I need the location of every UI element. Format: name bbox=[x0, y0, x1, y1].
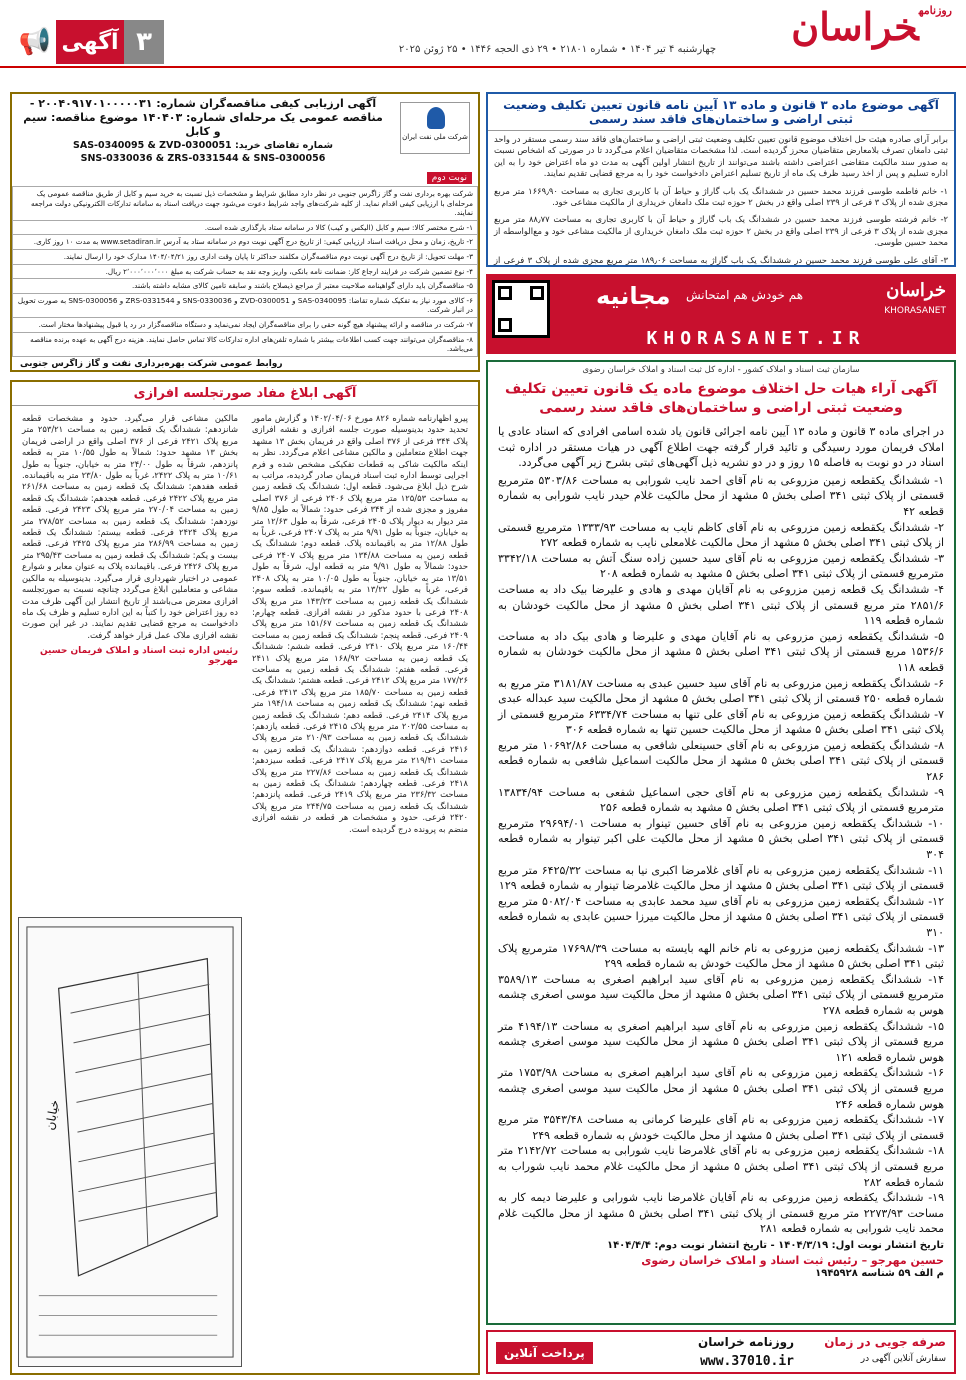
notice-item: ۶- ششدانگ یکقطعه زمین مزروعی به نام آقای سید حسین عبدی به مساحت ۳۱۸۱/۸۷ متر مربع به شماره قطعه ۲۵۰ قسمتی از پلاک ثبتی ۳۴۱ اصلی بخش ۵ مشهد از محل مالکیت سید عبداله عبدی bbox=[498, 676, 945, 706]
tender-row: ۳- مهلت تحویل: از تاریخ درج آگهی نوبت دوم مناقصه‌گران مکلفند حداکثر تا پایان وقت اداری روز ۱۴۰۴/۰۴/۲۱ مدارک خود را ارسال نمایند. bbox=[13, 249, 478, 264]
banner-brand: خراسان bbox=[886, 280, 946, 301]
tender-row: ۴- نوع تضمین شرکت در فرایند ارجاع کار: ضمانت نامه بانکی، واریز وجه نقد به حساب شرکت به مبلغ ۲٬۰۰۰٬۰۰۰٬۰۰۰ ریال. bbox=[13, 264, 478, 279]
page-number: ۳ bbox=[124, 20, 164, 64]
notice-item: ۱- خانم فاطمه طوسی فرزند محمد حسین در ششدانگ یک باب گاراژ و حیاط آن با کاربری تجاری به مساحت ۱۶۶۹٫۹۰ متر مربع مجزی شده از پلاک ۳ فرعی از ۲۳۹ اصلی واقع در بخش ۲ حوزه ثبت ملک دامغان خریداری از مالکیت مشاعی خود. bbox=[494, 185, 948, 208]
partition-col-right bbox=[246, 410, 474, 1370]
notice-item: ۴- ششدانگ یک قطعه زمین مزروعی به نام آقایان مهدی و هادی و علیرضا بیک داد به مساحت ۲۸۵۱/۶ متر مربع قسمتی از پلاک ثبتی ۳۴۱ اصلی بخش ۵ مشهد از محل مالکیت خودشان به شماره قطعه ۱۱۹ bbox=[498, 582, 944, 628]
notice-item: ۱۳- ششدانگ یکقطعه زمین مزروعی به نام خانم الهه بایسته به مساحت ۱۷۶۹۸/۳۹ مترمربع پلاک ثبتی ۳۴۱ اصلی بخش ۵ مشهد از محل مالکیت خودش به شماره قطعه ۲۹۹ bbox=[498, 941, 944, 971]
notice-item: ۹- ششدانگ یکقطعه زمین مزروعی به نام آقای حجی اسماعیل شفعی به مساحت ۱۳۸۳۴/۹۴ مترمربع قسمتی از پلاک ثبتی ۳۴۱ اصلی بخش ۵ مشهد به شماره قطعه ۲۵۶ bbox=[498, 785, 944, 815]
tender-req: شماره تقاضای خرید: SAS-0340095 & ZVD-0300051 bbox=[73, 140, 333, 151]
banner-free: مجانیه bbox=[596, 282, 671, 310]
banner-brand-en: KHORASANET bbox=[884, 306, 946, 316]
notice-item: ۱۲- ششدانگ یکقطعه زمین مزروعی به نام آقای سید محمد عابدی به مساحت ۵۰۸۲/۰۴ متر مربع قسمتی از پلاک ثبتی ۳۴۱ اصلی بخش ۵ مشهد از محل مالکیت میرزا حسین عابدی به شماره قطعه ۳۱۰ bbox=[498, 894, 944, 939]
notice-item: ۱۹- ششدانگ یکقطعه زمین مزروعی به نام آقایان غلامرضا نایب شورابی و علیرضا دیمه کار به مساحت ۲۲۷۳/۹۳ متر مربع قسمتی از پلاک ثبتی ۳۴۱ اصلی بخش ۵ مشهد از محل مالکیت غلام محمد نایب شورابی به شماره قطعه ۲۸۱ bbox=[498, 1191, 945, 1236]
tender-table bbox=[12, 186, 478, 357]
notice-items bbox=[488, 473, 954, 1237]
logo-badge: روزنامه bbox=[918, 4, 952, 17]
tender-row: ۷- شرکت در مناقصه و ارائه پیشنهاد هیچ گونه حقی را برای مناقصه‌گران ایجاد نمی‌نماید و دستگاه مناقصه‌گزار در رد یا قبول پیشنهادها مختار است. bbox=[13, 317, 478, 332]
notice-item: ۱- ششدانگ یکقطعه زمین مزروعی به نام آقای احمد نایب شورابی به مساحت ۵۳۰۳/۸۶ مترمربع قسمتی از پلاک ثبتی ۳۴۱ اصلی بخش ۵ مشهد از محل مالکیت غلام حیدر نایب شورابی به شماره قطعه ۴۲ bbox=[498, 473, 945, 518]
partition-text: مالکین مشاعی قرار می‌گیرد. حدود و مشخصات قطعه شانزدهم: ششدانگ یک قطعه زمین به مساحت ۲۵۳/۲۱ متر مربع پلاک ۲۴۲۱ فرعی از ۳۷۶ اصلی واقع در اراضی فریمان بخش ۱۳ مشهد حدود: شمالاً به طول ۱۰/۵۵ متر به قطعه پانزدهم، شرقاً به طول ۲۴/۰۰ متر به خیابان، جنوباً به طول ۱۰/۶۱ متر به پلاک ۲۴۲۲، غرباً به طول ۲۳/۸۰ متر به باقیمانده. قطعه هفدهم: ششدانگ یک قطعه زمین به مساحت ۲۶۱/۶۸ متر مربع پلاک ۲۴۲۲ فرعی. قطعه هجدهم: ششدانگ یک قطعه زمین به مساحت ۲۷۰/۰۴ متر مربع پلاک ۲۴۲۳ فرعی. قطعه نوزدهم: ششدانگ یک قطعه زمین به مساحت ۲۷۸/۵۲ متر مربع پلاک ۲۴۲۴ فرعی. قطعه بیستم: ششدانگ یک قطعه زمین به مساحت ۲۸۶/۹۹ متر مربع پلاک ۲۴۲۵ فرعی. قطعه بیست و یکم: ششدانگ یک قطعه زمین به مساحت ۲۹۵/۴۳ متر مربع پلاک ۲۴۲۶ فرعی. باقیمانده پلاک به عنوان معابر و شوارع عمومی در اختیار شهرداری قرار می‌گیرد. بدینوسیله به مالکین مشاعی و متعاملین ابلاغ می‌گردد چنانچه نسبت به صورتجلسه افرازی معترض می‌باشند از تاریخ انتشار این آگهی ظرف مدت ده روز اعتراض خود را کتباً به این اداره تسلیم و ظرف یک ماه دادخواست به مرجع قضایی تقدیم نمایند. در غیر این صورت نقشه افرازی ملاک عمل قرار خواهد گرفت. bbox=[22, 413, 239, 640]
tender-notice bbox=[10, 92, 480, 372]
ad-line2: سفارش آنلاین آگهی در bbox=[860, 1354, 946, 1364]
notice-item: ۱۱- ششدانگ یکقطعه زمین مزروعی به نام آقای غلامرضا اکبری نیا به مساحت ۶۴۲۵/۳۲ متر مربع قسمتی از پلاک ثبتی ۳۴۱ اصلی بخش ۵ مشهد از محل مالکیت غلامرضا تینوار به شماره قطعه ۱۲۹ bbox=[498, 863, 944, 893]
notice-item: ۷- ششدانگ یکقطعه زمین مزروعی به نام آقای علی تنها به مساحت ۶۳۳۴/۷۴ مترمربع قسمتی از پلاک ثبتی ۳۴۱ اصلی بخش ۵ مشهد از محل مالکیت حسین تنها به شماره قطعه ۳۰۶ bbox=[498, 707, 945, 737]
tender-footer: روابط عمومی شرکت بهره‌برداری نفت و گاز زاگرس جنوبی bbox=[20, 358, 283, 369]
tender-req2: SNS-0330036 & ZRS-0331544 & SNS-0300056 bbox=[80, 153, 326, 164]
notice-signature: حسین مهرجو – رئیس ثبت اسناد و املاک خراسان رضوی bbox=[641, 1253, 944, 1267]
notice-title: آگهی آراء هیات حل اختلاف موضوع ماده یک قانون تعیین تکلیف وضعیت ثبتی اراضی و ساختمان‌های فاقد سند رسمی bbox=[504, 381, 938, 416]
notice-item: ۱۸- ششدانگ یکقطعه زمین مزروعی به نام آقای غلامرضا نایب شورابی به مساحت ۲۱۴۲/۷۲ متر مربع قسمتی از پلاک ثبتی ۳۴۱ اصلی بخش ۵ مشهد از محل مالکیت غلام محمد نایب شوراب به شماره قطعه ۲۸۲ bbox=[498, 1144, 945, 1189]
banner-slogan: هم خودش هم امتحانش bbox=[686, 288, 804, 302]
partition-text: پیرو اظهارنامه شماره ۸۲۶ مورخ ۱۴۰۲/۰۴/۰۶ و گزارش مامور تحدید حدود بدینوسیله صورت جلسه افرازی و نقشه افرازی پلاک ۳۴۴ فرعی از ۳۷۶ اصلی واقع در فریمان بخش ۱۳ مشهد جهت اطلاع متعاملین و مالکین مشاعی اعلام می‌گردد. نظر به اینکه مالکیت شاکی به قطعات تفکیکی مشخص شده و فرم اجرایی توسط اداره ثبت اسناد فریمان صادر گردیده، مراتب به شرح ذیل ابلاغ می‌شود. قطعه اول: ششدانگ یک قطعه زمین به مساحت ۱۲۵/۵۳ متر مربع پلاک ۲۴۰۶ فرعی از ۳۷۶ اصلی مفروز و مجزی شده از ۳۴۴ فرعی حدود: شمالاً به طول ۹/۸۵ متر دیوار به دیوار پلاک ۲۴۰۵ فرعی، شرقاً به طول ۱۲/۶۳ متر به خیابان، جنوباً به طول ۹/۹۱ متر به پلاک ۲۴۰۷ فرعی، غرباً به طول ۱۲/۸۸ متر به باقیمانده پلاک. قطعه دوم: ششدانگ یک قطعه زمین به مساحت ۱۳۴/۸۸ متر مربع پلاک ۲۴۰۷ فرعی حدود: شمالاً به طول ۹/۹۱ متر به قطعه اول، شرقاً به طول ۱۳/۵۱ متر به خیابان، جنوباً به طول ۱۰/۰۵ متر به پلاک ۲۴۰۸ فرعی، غرباً به طول ۱۳/۲۲ متر به باقیمانده. قطعه سوم: ششدانگ یک قطعه زمین به مساحت ۱۴۳/۲۳ متر مربع پلاک ۲۴۰۸ فرعی با حدود مذکور در نقشه افرازی. قطعه چهارم: ششدانگ یک قطعه زمین به مساحت ۱۵۱/۶۷ متر مربع پلاک ۲۴۰۹ فرعی. قطعه پنجم: ششدانگ یک قطعه زمین به مساحت ۱۶۰/۴۴ متر مربع پلاک ۲۴۱۰ فرعی. قطعه ششم: ششدانگ یک قطعه زمین به مساحت ۱۶۸/۹۲ متر مربع پلاک ۲۴۱۱ فرعی. قطعه هفتم: ششدانگ یک قطعه زمین به مساحت ۱۷۷/۲۶ متر مربع پلاک ۲۴۱۲ فرعی. قطعه هشتم: ششدانگ یک قطعه زمین به مساحت ۱۸۵/۷۰ متر مربع پلاک ۲۴۱۳ فرعی. قطعه نهم: ششدانگ یک قطعه زمین به مساحت ۱۹۴/۱۸ متر مربع پلاک ۲۴۱۴ فرعی. قطعه دهم: ششدانگ یک قطعه زمین به مساحت ۲۰۲/۵۵ متر مربع پلاک ۲۴۱۵ فرعی. قطعه یازدهم: ششدانگ یک قطعه زمین به مساحت ۲۱۰/۹۳ متر مربع پلاک ۲۴۱۶ فرعی. قطعه دوازدهم: ششدانگ یک قطعه زمین به مساحت ۲۱۹/۴۱ متر مربع پلاک ۲۴۱۷ فرعی. قطعه سیزدهم: ششدانگ یک قطعه زمین به مساحت ۲۲۷/۸۶ متر مربع پلاک ۲۴۱۸ فرعی. قطعه چهاردهم: ششدانگ یک قطعه زمین به مساحت ۲۳۶/۳۲ متر مربع پلاک ۲۴۱۹ فرعی. قطعه پانزدهم: ششدانگ یک قطعه زمین به مساحت ۲۴۴/۷۵ متر مربع پلاک ۲۴۲۰ فرعی. حدود و مشخصات هر قطعه در نقشه افرازی منضم به پرونده درج گردیده است. bbox=[252, 413, 469, 834]
notice-item: ۲- خانم فرشته طوسی فرزند محمد حسین در ششدانگ یک باب گاراژ و حیاط آن با کاربری تجاری به مساحت ۸۸٫۷۷ متر مربع مجزی شده از پلاک ۳ فرعی از ۲۳۹ اصلی واقع در بخش ۲ حوزه ثبت ملک دامغان خریداری از مالکیت مشاعی خود و مع‌الواسطه از محمد حسین طوسی. bbox=[494, 214, 948, 248]
section-tab[interactable] bbox=[14, 20, 164, 64]
notice-item: ۱۷- ششدانگ یکقطعه زمین مزروعی به نام آقای علیرضا کرمانی به مساحت ۳۵۴۳/۴۸ متر مربع قسمتی از پلاک ثبتی ۳۴۱ اصلی بخش ۵ مشهد از محل مالکیت خودش به شماره قطعه ۲۴۹ bbox=[498, 1113, 944, 1142]
ad-site[interactable]: www.37010.ir bbox=[700, 1354, 794, 1369]
partition-signature: رئیس اداره ثبت اسناد و املاک فریمان حسین مهرجو bbox=[39, 646, 238, 667]
qr-code-icon[interactable] bbox=[492, 280, 550, 338]
map-drawing bbox=[19, 918, 241, 1366]
partition-map bbox=[18, 917, 242, 1367]
registration-notice-razavi bbox=[486, 360, 956, 1325]
notice-item: ۱۰- ششدانگ یکقطعه زمین مزروعی به نام آقای حسین تینوار به مساحت ۲۹۶۹۴/۰۱ مترمربع قسمتی از پلاک ثبتی ۳۴۱ اصلی بخش ۵ مشهد از محل مالکیت علی اکبر تینوار به شماره قطعه ۳۰۴ bbox=[498, 816, 944, 862]
notice-item: ۱۵- ششدانگ یکقطعه زمین مزروعی به نام آقای سید ابراهیم اصغری به مساحت ۴۱۹۴/۱۳ متر مربع قسمتی از پلاک ثبتی ۳۴۱ اصلی بخش ۵ مشهد از محل مالکیت سید موسی اصغری چشمه هوس شماره قطعه ۱۲۱ bbox=[498, 1019, 944, 1064]
notice-item: ۳- ششدانگ یکقطعه زمین مزروعی به نام آقای سید حسین زاده سنگ آتش به مساحت ۳۳۴۲/۱۸ مترمربع قسمتی از پلاک ثبتی ۳۴۱ اصلی بخش ۵ مشهد به شماره قطعه ۲۰۸ bbox=[498, 551, 944, 581]
ad-pay-button[interactable]: پرداخت آنلاین bbox=[496, 1342, 593, 1364]
notice-code: م الف ۵۹ شناسه ۱۹۴۵۹۲۸ bbox=[815, 1267, 944, 1279]
notice-dates: تاریخ انتشار نوبت اول: ۱۴۰۴/۳/۱۹ - تاریخ انتشار نوبت دوم: ۱۴۰۴/۴/۴ bbox=[606, 1239, 944, 1251]
tender-title: آگهی ارزیابی کیفی مناقصه‌گران شماره: ۲۰۰۴۰۹۱۷۰۱۰۰۰۰۰۳۱ - مناقصه عمومی یک مرحله‌ای شماره: ۱۴۰۴۰۳ موضوع مناقصه: سیم و کابل bbox=[23, 97, 383, 138]
tender-row: ۸- مناقصه‌گران می‌توانند جهت کسب اطلاعات بیشتر با شماره تلفن‌های اداره تدارکات کالا تماس حاصل نمایند. هزینه درج آگهی به عهده برنده مناقصه می‌باشد. bbox=[13, 332, 478, 356]
megaphone-icon: 📢 bbox=[18, 27, 52, 57]
notice-item: ۲- ششدانگ یکقطعه زمین مزروعی به نام آقای کاظم نایب به مساحت ۱۳۳۳/۹۳ مترمربع قسمتی از پلاک ثبتی ۳۴۱ اصلی بخش ۵ مشهد از محل مالکیت غلامعلی نایب به شماره قطعه ۲۷۲ bbox=[498, 520, 944, 550]
map-street-label: خیابان bbox=[42, 1098, 62, 1132]
notice-item: ۵- ششدانگ یکقطعه زمین مزروعی به نام آقایان مهدی و علیرضا و هادی بیک داد به مساحت ۱۵۳۶/۶ مربع قسمتی از پلاک ثبتی ۳۴۱ اصلی بخش ۵ مشهد از محل مالکیت خودشان به شماره قطعه ۱۱۸ bbox=[498, 629, 945, 674]
tender-row: شرکت بهره برداری نفت و گاز زاگرس جنوبی در نظر دارد مطابق شرایط و مشخصات ذیل نسبت به خرید سیم و کابل از طریق مناقصه عمومی یک مرحله‌ای با ارزیابی کیفی اقدام نماید. از کلیه شرکت‌های واجد شرایط دعوت می‌شود جهت دریافت اسناد به سامانه تدارکات الکترونیکی دولت مراجعه نمایند. bbox=[13, 187, 478, 221]
notice-item: ۱۴- ششدانگ یکقطعه زمین مزروعی به نام آقای سید ابراهیم اصغری به مساحت ۳۵۸۹/۱۳ مترمربع قسمتی از پلاک ثبتی ۳۴۱ اصلی بخش ۵ مشهد از محل مالکیت سید موسی اصغری چشمه هوس به شماره قطعه ۲۷۸ bbox=[498, 972, 944, 1017]
notice-org-header: سازمان ثبت اسناد و املاک کشور - اداره کل ثبت اسناد و املاک خراسان رضوی bbox=[582, 365, 860, 375]
notice-body: برابر آرای صادره هیئت حل اختلاف موضوع قانون تعیین تکلیف وضعیت ثبتی اراضی و ساختمان‌های فاقد سند رسمی مستقر در واحد ثبتی دامغان تصرف بلامعارض متقاضیان محرز گردیده است. لذا مشخصات متقاضیان اعلام می‌گردد تا در صورتی که اشخاص نسبت به صدور سند مالکیت متقاضی اعتراضی داشته باشند می‌توانند از تاریخ انتشار اولین آگهی به مدت دو ماه اعتراض خود را به این اداره تسلیم و پس از اخذ رسید ظرف یک ماه از تاریخ تسلیم اعتراض دادخواست خود را به مرجع قضایی تقدیم نمایند. bbox=[494, 134, 948, 179]
tender-row: ۱- شرح مختصر کالا: سیم و کابل (الیکس و کیب) کالا در سامانه ستاد بارگذاری شده است. bbox=[13, 220, 478, 235]
online-ad-banner[interactable] bbox=[486, 1330, 956, 1374]
partition-notice bbox=[10, 380, 480, 1375]
khorasanet-banner[interactable] bbox=[486, 274, 956, 354]
issue-line: چهارشنبه ۴ تیر ۱۴۰۴ • شماره ۲۱۸۰۱ • ۲۹ ذی الحجه ۱۴۴۶ • ۲۵ ژوئن ۲۰۲۵ bbox=[398, 44, 716, 55]
partition-title: آگهی ابلاغ مفاد صورتجلسه افرازی bbox=[12, 382, 478, 406]
partition-col-left bbox=[16, 410, 244, 910]
tender-row: ۵- مناقصه‌گران باید دارای گواهینامه صلاحیت معتبر از مراجع ذیصلاح باشند و سابقه تامین کالای مشابه داشته باشند. bbox=[13, 279, 478, 294]
khorasan-logo[interactable] bbox=[722, 4, 952, 50]
second-turn-badge: نوبت دوم bbox=[427, 172, 472, 184]
notice-item: ۱۶- ششدانگ یکقطعه زمین مزروعی به نام آقای سید ابراهیم اصغری به مساحت ۱۷۵۳/۹۸ متر مربع قسمتی از پلاک ثبتی ۳۴۱ اصلی بخش ۵ مشهد از محل مالکیت سید موسی اصغری چشمه هوس شماره قطعه ۲۴۶ bbox=[498, 1066, 944, 1111]
ad-line1: صرفه جویی در زمان bbox=[824, 1335, 946, 1349]
registration-notice-damghan bbox=[486, 92, 956, 267]
section-label: آگهی bbox=[56, 20, 124, 64]
tender-row: ۶- کالای مورد نیاز به تفکیک شماره تقاضا: SAS-0340095 و ZVD-0300051 و SNS-0330036 و ZRS-0331544 و SNS-0300056 به صورت تحویل در انبار شرکت. bbox=[13, 293, 478, 317]
notice-item: ۸- ششدانگ یکقطعه زمین مزروعی به نام آقای حسینعلی شافعی به مساحت ۱۰۶۹۲/۸۶ متر مربع قسمتی از پلاک ثبتی ۳۴۱ اصلی بخش ۵ مشهد از محل مالکیت اسماعیل شافعی به شماره قطعه ۲۸۶ bbox=[498, 738, 944, 784]
tender-row: ۲- تاریخ، زمان و محل دریافت اسناد ارزیابی کیفی: از تاریخ درج آگهی نوبت دوم در سامانه ستاد به آدرس www.setadiran.ir به مدت ۱۰ روز کاری. bbox=[13, 235, 478, 250]
tender-code bbox=[12, 371, 478, 372]
notice-item: ۳- آقای علی طوسی فرزند محمد حسین در ششدانگ یک باب گاراژ به مساحت ۱۸۹٫۰۶ متر مربع مجزی شده از پلاک ۳ فرعی از bbox=[494, 254, 948, 265]
banner-url[interactable]: KHORASANET.IR bbox=[646, 328, 866, 349]
page-header bbox=[0, 0, 966, 68]
notice-intro: در اجرای ماده ۳ قانون و ماده ۱۳ آیین نامه اجرائی قانون یاد شده اسامی افرادی که اسناد عادی یا املاک فریمان مورد رسیدگی و تائید قرار گرفته جهت اطلاع آگهی در هیات مستقر در اداره ثبت اسناد در دو نوبت به فاصله ۱۵ روز و در دو نشریه ذیل آگهی‌های ثبتی بشرح زیر آگهی می‌گردد. bbox=[498, 425, 944, 470]
notice-title: آگهی موضوع ماده ۳ قانون و ماده ۱۳ آیین نامه قانون تعیین تکلیف وضعیت ثبتی اراضی و ساختمان‌های فاقد سند رسمی bbox=[488, 94, 954, 131]
nioc-logo: شرکت ملی نفت ایران bbox=[400, 102, 470, 154]
ad-brand: روزنامه خراسان bbox=[698, 1335, 794, 1349]
logo-text: خراسان bbox=[791, 4, 919, 49]
